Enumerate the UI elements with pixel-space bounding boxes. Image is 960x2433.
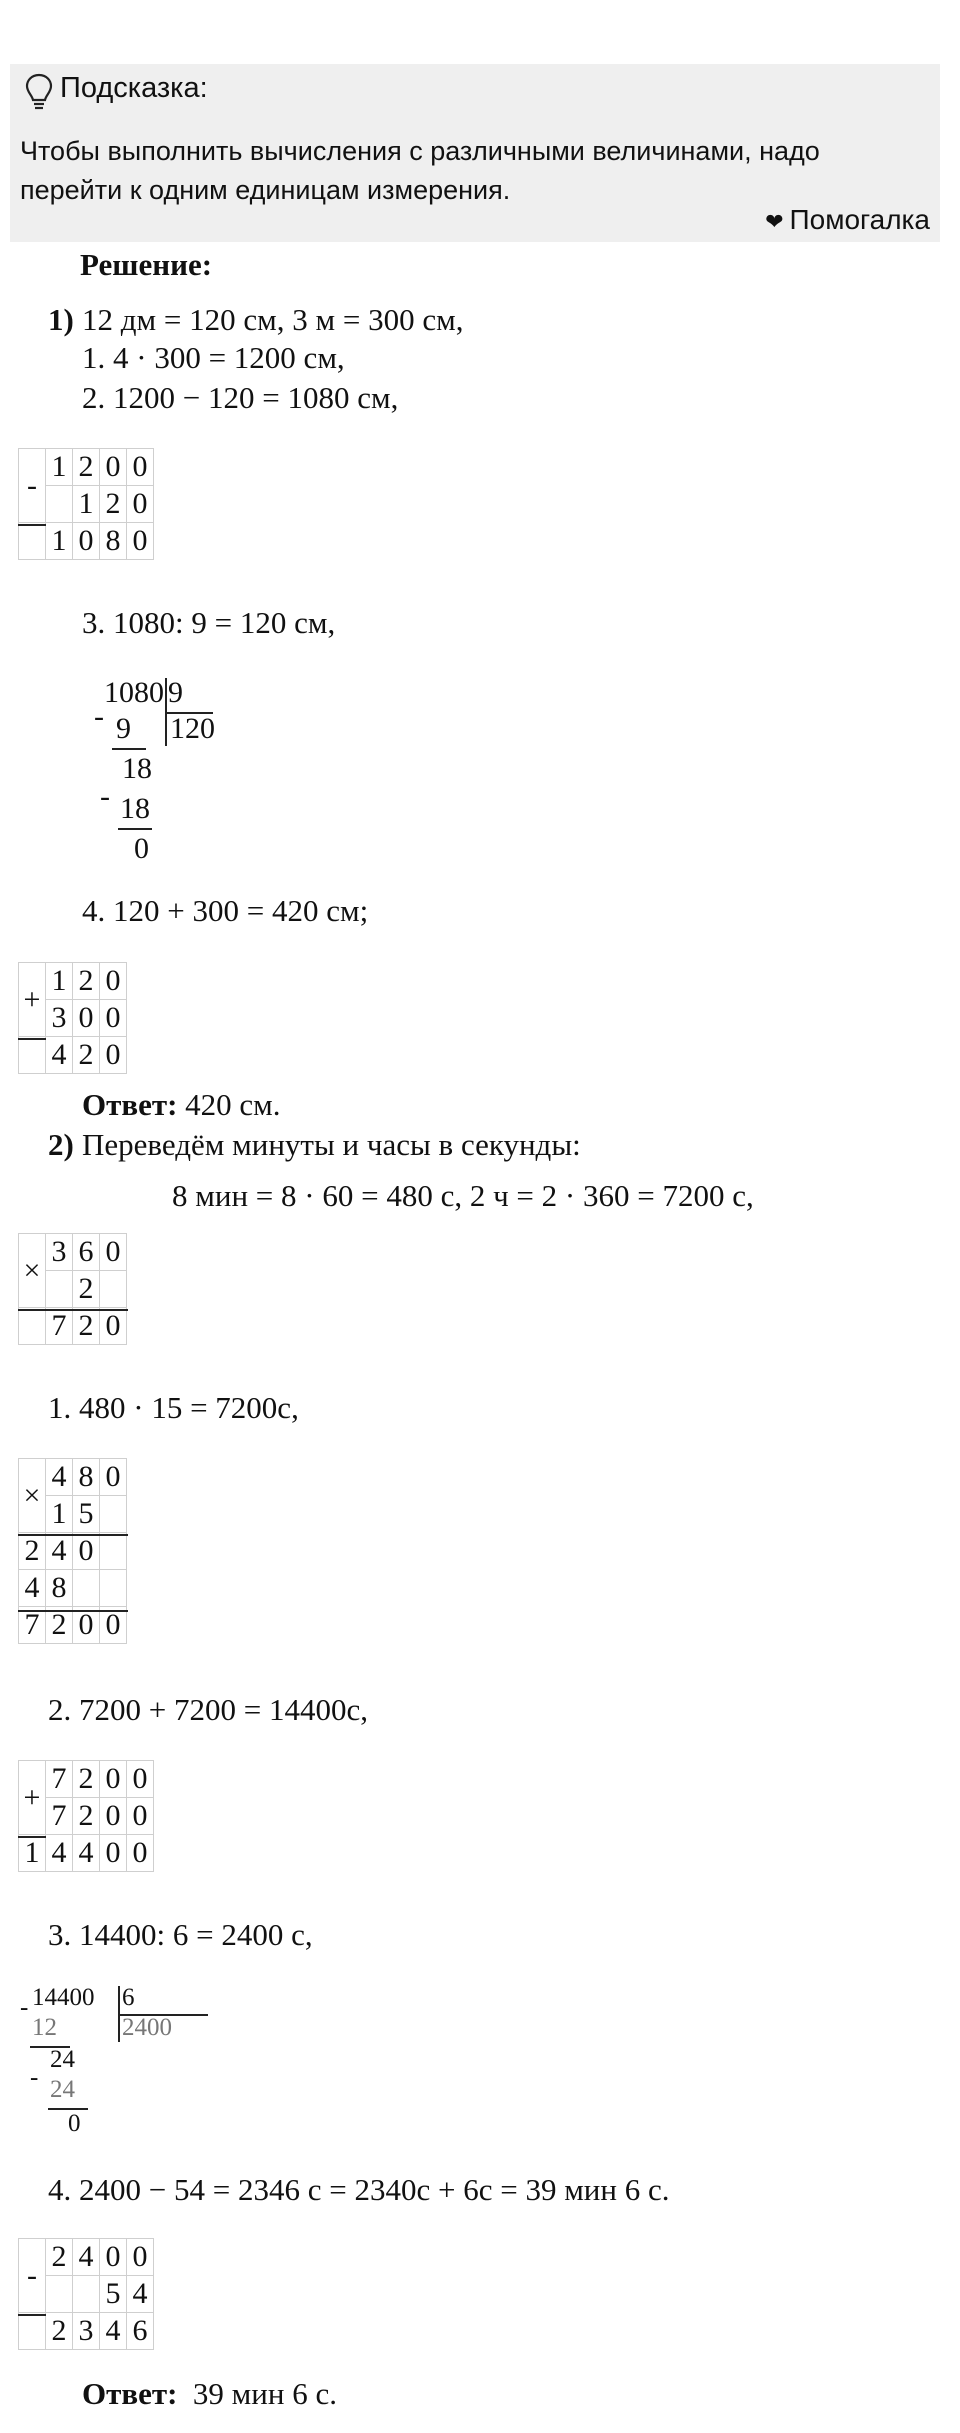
- grid-cell: 0: [73, 523, 100, 560]
- hint-title: Подсказка:: [60, 72, 208, 104]
- grid-cell: [100, 1496, 127, 1533]
- grid-cell: 7: [46, 1308, 73, 1345]
- minus-sign: -: [20, 1994, 29, 2021]
- grid-cell: 1: [19, 1835, 46, 1872]
- grid-cell: 0: [127, 449, 154, 486]
- grid-cell: 1: [73, 486, 100, 523]
- grid-cell: 4: [73, 1835, 100, 1872]
- grid-cell: [46, 1271, 73, 1308]
- grid-cell: [73, 1570, 100, 1607]
- grid-cell: 3: [73, 2313, 100, 2350]
- grid-cell: 0: [100, 1037, 127, 1074]
- grid-cell: 7: [46, 1798, 73, 1835]
- subtrahend-2: 24: [50, 2076, 75, 2103]
- grid-cell: 1: [46, 963, 73, 1000]
- grid-cell: 0: [100, 1234, 127, 1271]
- grid-cell: 2: [19, 1533, 46, 1570]
- step-line: [118, 828, 152, 830]
- answer-value: 420 см.: [185, 1087, 281, 1122]
- grid-cell: 5: [73, 1496, 100, 1533]
- quotient: 120: [170, 712, 215, 745]
- part1-step4: 4. 120 + 300 = 420 см;: [82, 893, 369, 928]
- grid-cell: 2: [73, 1037, 100, 1074]
- grid-cell: 2: [73, 1761, 100, 1798]
- grid-cell: 0: [73, 1000, 100, 1037]
- quotient: 2400: [122, 2014, 172, 2041]
- grid-sign: -: [19, 2239, 46, 2313]
- grid-cell: 0: [100, 449, 127, 486]
- grid-cell: 0: [127, 486, 154, 523]
- grid-cell: 0: [100, 2239, 127, 2276]
- grid-cell: 5: [100, 2276, 127, 2313]
- grid-cell: 0: [100, 1308, 127, 1345]
- grid-cell: 2: [73, 1308, 100, 1345]
- grid-cell: 0: [73, 1533, 100, 1570]
- subtrahend-1: 9: [116, 712, 131, 745]
- grid-cell: 2: [73, 1798, 100, 1835]
- sum-line: [18, 1610, 128, 1612]
- credit[interactable]: [765, 204, 930, 236]
- grid-cell: 0: [127, 1761, 154, 1798]
- grid-cell: 1: [46, 449, 73, 486]
- multiplication-grid-1: [18, 1233, 127, 1345]
- remainder-1: 24: [50, 2046, 75, 2073]
- grid-cell: 2: [73, 1271, 100, 1308]
- quotient-line: [165, 712, 213, 714]
- quotient-line: [118, 2014, 208, 2016]
- long-division-1: [90, 676, 250, 876]
- grid-cell: 0: [127, 1798, 154, 1835]
- grid-cell: 2: [46, 2239, 73, 2276]
- minus-sign: -: [30, 2064, 39, 2091]
- grid-cell: 0: [100, 1761, 127, 1798]
- grid-cell: 4: [46, 1459, 73, 1496]
- part1-step2: 2. 1200 − 120 = 1080 см,: [82, 380, 399, 415]
- long-division-2: [18, 1984, 218, 2164]
- grid-cell: 2: [46, 2313, 73, 2350]
- grid-cell: 2: [73, 449, 100, 486]
- grid-cell: 0: [100, 1798, 127, 1835]
- grid-cell: 0: [100, 1000, 127, 1037]
- divisor: 6: [122, 1984, 135, 2011]
- grid-sign: ×: [19, 1459, 46, 1533]
- grid-cell: 0: [127, 523, 154, 560]
- hint-box: [10, 64, 940, 242]
- grid-sign: ×: [19, 1234, 46, 1308]
- subtrahend-1: 12: [32, 2014, 57, 2041]
- part2-step4: 4. 2400 − 54 = 2346 с = 2340с + 6с = 39 мин 6 с.: [48, 2172, 670, 2207]
- grid-cell: 8: [73, 1459, 100, 1496]
- part2-step2: 2. 7200 + 7200 = 14400с,: [48, 1692, 368, 1727]
- grid-cell: 4: [127, 2276, 154, 2313]
- step-line: [30, 2046, 70, 2048]
- divisor: 9: [168, 676, 183, 709]
- addition-grid-2: [18, 1760, 154, 1872]
- grid-cell: 0: [127, 2239, 154, 2276]
- grid-cell: 6: [73, 1234, 100, 1271]
- grid-cell: 8: [100, 523, 127, 560]
- grid-cell: 2: [73, 963, 100, 1000]
- grid-cell: [46, 486, 73, 523]
- dividend: 1080: [104, 676, 164, 709]
- part1-line0: 12 дм = 120 см, 3 м = 300 см,: [82, 302, 464, 337]
- sum-line: [18, 524, 46, 526]
- addition-grid-1: [18, 962, 127, 1074]
- grid-cell: 0: [100, 1459, 127, 1496]
- hint-text: Чтобы выполнить вычисления с различными величинами, надо перейти к одним единицам измерения.: [20, 136, 820, 205]
- grid-cell: 7: [46, 1761, 73, 1798]
- grid-cell: 6: [127, 2313, 154, 2350]
- grid-cell: 4: [46, 1835, 73, 1872]
- answer-label: Ответ:: [82, 1087, 178, 1122]
- subtrahend-2: 18: [120, 792, 150, 825]
- multiplication-grid-2: [18, 1458, 127, 1644]
- part1-step1: 1. 4 · 300 = 1200 см,: [82, 340, 345, 375]
- step-line: [48, 2108, 88, 2110]
- dividend: 14400: [32, 1984, 95, 2011]
- answer-value: 39 мин 6 с.: [192, 2376, 337, 2411]
- grid-cell: 1: [46, 523, 73, 560]
- part2-intro: Переведём минуты и часы в секунды:: [82, 1127, 581, 1162]
- grid-cell: [100, 1271, 127, 1308]
- answer-label: Ответ:: [82, 2376, 178, 2411]
- credit-label: Помогалка: [789, 204, 930, 235]
- solution-heading: Решение:: [80, 247, 213, 282]
- grid-cell: 3: [46, 1000, 73, 1037]
- grid-cell: 0: [100, 1607, 127, 1644]
- product-line: [18, 1534, 128, 1536]
- part2-number: 2): [48, 1127, 74, 1162]
- part2-conversion: 8 мин = 8 · 60 = 480 с, 2 ч = 2 · 360 = 7200 с,: [172, 1178, 754, 1213]
- part2-step1: 1. 480 · 15 = 7200с,: [48, 1390, 299, 1425]
- grid-cell: 4: [73, 2239, 100, 2276]
- grid-cell: 0: [100, 1835, 127, 1872]
- part1-number: 1): [48, 302, 74, 337]
- grid-cell: 4: [100, 2313, 127, 2350]
- heart-icon: ❤: [765, 209, 784, 234]
- minus-sign: -: [94, 700, 104, 733]
- grid-cell: 2: [46, 1607, 73, 1644]
- grid-cell: 0: [100, 963, 127, 1000]
- grid-cell: 4: [19, 1570, 46, 1607]
- grid-cell: 0: [127, 1835, 154, 1872]
- grid-cell: 8: [46, 1570, 73, 1607]
- grid-cell: 3: [46, 1234, 73, 1271]
- step-line: [112, 748, 146, 750]
- grid-cell: 1: [46, 1496, 73, 1533]
- minus-sign: -: [100, 780, 110, 813]
- grid-cell: 0: [73, 1607, 100, 1644]
- sum-line: [18, 1038, 46, 1040]
- grid-cell: 2: [100, 486, 127, 523]
- remainder-2: 0: [134, 832, 149, 865]
- grid-cell: 4: [46, 1037, 73, 1074]
- grid-sign: +: [19, 963, 46, 1037]
- remainder-2: 0: [68, 2110, 81, 2137]
- sum-line: [18, 1309, 128, 1311]
- grid-cell: 4: [46, 1533, 73, 1570]
- part2-step3: 3. 14400: 6 = 2400 с,: [48, 1917, 313, 1952]
- grid-cell: [73, 2276, 100, 2313]
- sum-line: [18, 2314, 46, 2316]
- part1-step3: 3. 1080: 9 = 120 см,: [82, 605, 336, 640]
- grid-sign: +: [19, 1761, 46, 1835]
- remainder-1: 18: [122, 752, 152, 785]
- lightbulb-icon: [24, 72, 54, 112]
- grid-sign: -: [19, 449, 46, 523]
- subtraction-grid-2: [18, 2238, 154, 2350]
- grid-cell: [46, 2276, 73, 2313]
- subtraction-grid-1: [18, 448, 154, 560]
- sum-line: [18, 1836, 46, 1838]
- grid-cell: 7: [19, 1607, 46, 1644]
